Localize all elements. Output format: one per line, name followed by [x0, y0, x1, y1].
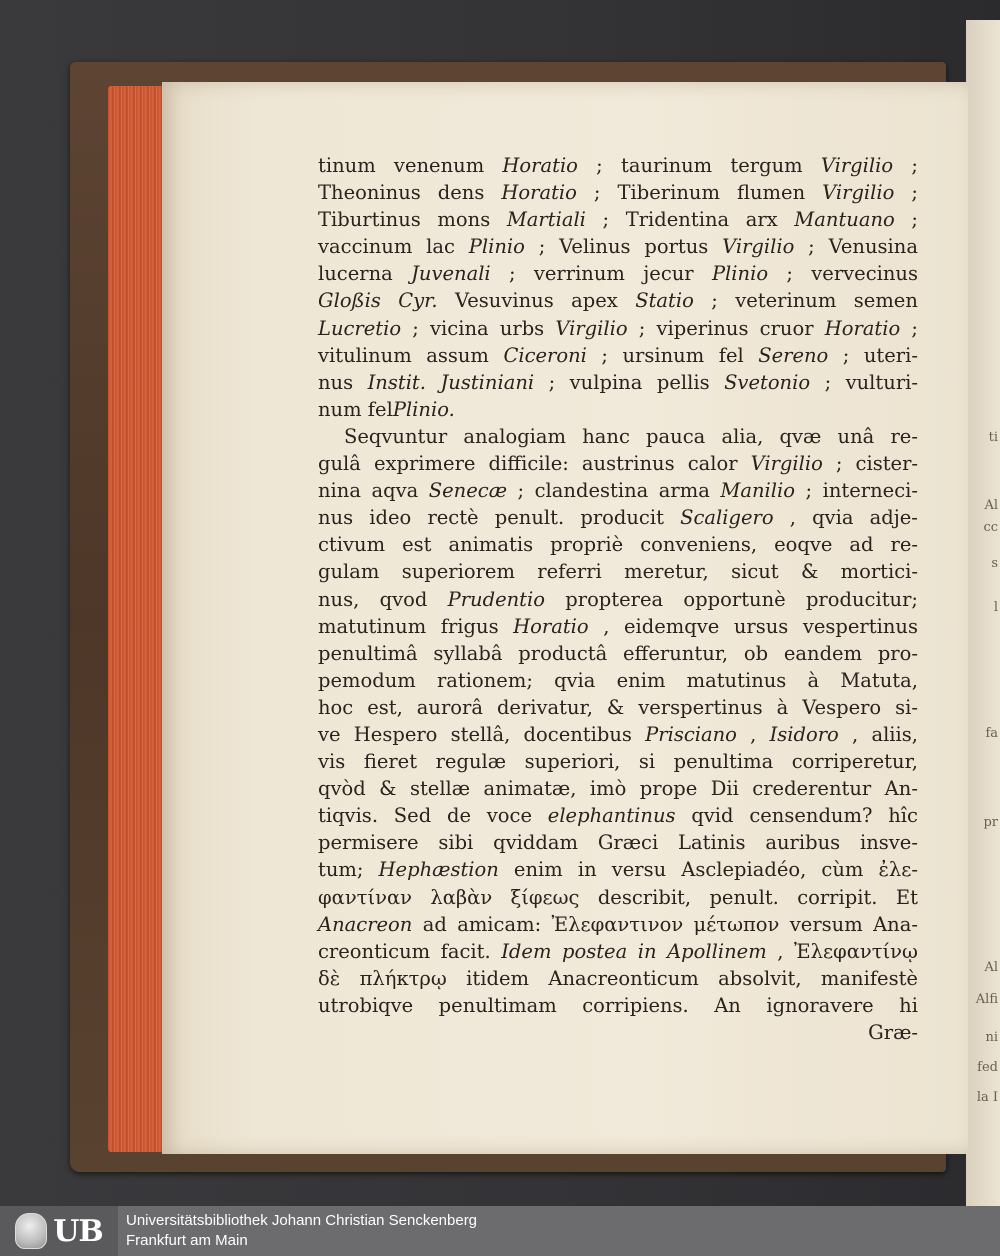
text-line: tinum venenum Horatio ; taurinum tergum Virgilio ;	[318, 154, 918, 177]
page-text	[318, 152, 918, 1046]
text-line: nus Instit. Justiniani ; vulpina pellis Svetonio ; vulturi-	[318, 370, 918, 394]
text-line: hoc est, aurorâ derivatur, & verspertinus à Vespero si-	[318, 695, 918, 719]
text-line: num fel Plinio.	[318, 397, 455, 421]
portrait-icon	[15, 1213, 47, 1249]
library-footer	[0, 1206, 1000, 1256]
text-line: vaccinum lac Plinio ; Velinus portus Virgilio ; Venusina	[318, 235, 918, 259]
facing-page-fragment: Al	[984, 498, 998, 513]
library-location-line2: Frankfurt am Main	[126, 1232, 248, 1249]
text-line: pemodum rationem; qvia enim matutinus à Matuta,	[318, 668, 918, 692]
text-line: Gloßis Cyr. Vesuvinus apex Statio ; veterinum semen	[318, 289, 918, 313]
text-line: nus, qvod Prudentio propterea opportunè producitur;	[318, 587, 918, 611]
text-line: Græ-	[868, 1021, 918, 1044]
facing-page-fragment: s	[991, 556, 998, 571]
facing-page-fragment: fed	[977, 1060, 998, 1075]
facing-page-fragment: ni	[985, 1030, 998, 1045]
library-name-line1: Universitätsbibliothek Johann Christian Senckenberg	[126, 1212, 478, 1229]
facing-page-fragment: ti	[988, 430, 998, 445]
text-line: lucerna Juvenali ; verrinum jecur Plinio ; vervecinus	[318, 262, 918, 286]
text-line: φαντίναν λαβὰν ξίφεως describit, penult. corripit. Et	[318, 885, 918, 909]
text-line: Anacreon ad amicam: Ἐλεφαντινον μέτωπον versum Ana-	[318, 912, 918, 936]
text-line: vitulinum assum Ciceroni ; ursinum fel Sereno ; uteri-	[318, 343, 918, 367]
text-line: qvòd & stellæ animatæ, imò prope Dii crederentur An-	[318, 777, 918, 801]
text-line: gulam superiorem referri meretur, sicut & mortici-	[318, 560, 918, 584]
text-line: ve Hespero stellâ, docentibus Prisciano , Isidoro , aliis,	[318, 722, 918, 746]
text-line: Lucretio ; vicina urbs Virgilio ; viperinus cruor Horatio ;	[318, 316, 918, 340]
text-line: gulâ exprimere difficile: austrinus calor Virgilio ; cister-	[318, 452, 918, 476]
facing-page-fragment: pr	[983, 815, 998, 830]
facing-page-fragment: la I	[976, 1090, 998, 1105]
text-line: Theoninus dens Horatio ; Tiberinum flumen Virgilio ;	[318, 181, 918, 205]
facing-page-edge	[966, 20, 1000, 1206]
text-line: matutinum frigus Horatio , eidemqve ursus vespertinus	[318, 614, 918, 638]
text-line: Tiburtinus mons Martiali ; Tridentina arx Mantuano ;	[318, 208, 918, 232]
text-line: ctivum est animatis propriè conveniens, eoqve ad re-	[318, 533, 918, 557]
facing-page-fragment: Al	[984, 960, 998, 975]
text-line: δὲ πλήκτρῳ itidem Anacreonticum absolvit, manifestè	[318, 966, 918, 990]
library-logo[interactable]	[0, 1206, 118, 1256]
facing-page-fragment: cc	[983, 520, 998, 535]
text-line: nus ideo rectè penult. producit Scaligero , qvia adje-	[318, 506, 918, 530]
text-line: Seqvuntur analogiam hanc pauca alia, qvæ unâ re-	[344, 424, 918, 448]
logo-text: UB	[53, 1213, 103, 1249]
text-line: nina aqva Senecæ ; clandestina arma Manilio ; interneci-	[318, 479, 918, 503]
facing-page-fragment: l	[993, 600, 998, 615]
text-line: penultimâ syllabâ productâ efferuntur, ob eandem pro-	[318, 641, 918, 665]
text-line: vis fieret regulæ superiori, si penultima corriperetur,	[318, 750, 918, 774]
text-line: tiqvis. Sed de voce elephantinus qvid censendum? hîc	[318, 804, 918, 828]
text-line: tum; Hephæstion enim in versu Asclepiadéo, cùm ἐλε-	[318, 858, 918, 882]
text-line: creonticum facit. Idem postea in Apollinem , Ἐλεφαντίνῳ	[318, 939, 918, 963]
text-line: permisere sibi qviddam Græci Latinis auribus insve-	[318, 831, 918, 855]
facing-page-fragment: fa	[985, 726, 998, 741]
library-name	[126, 1211, 477, 1251]
text-line: utrobiqve penultimam corripiens. An ignoravere hi	[318, 993, 918, 1017]
facing-page-fragment: Alfi	[975, 992, 998, 1007]
